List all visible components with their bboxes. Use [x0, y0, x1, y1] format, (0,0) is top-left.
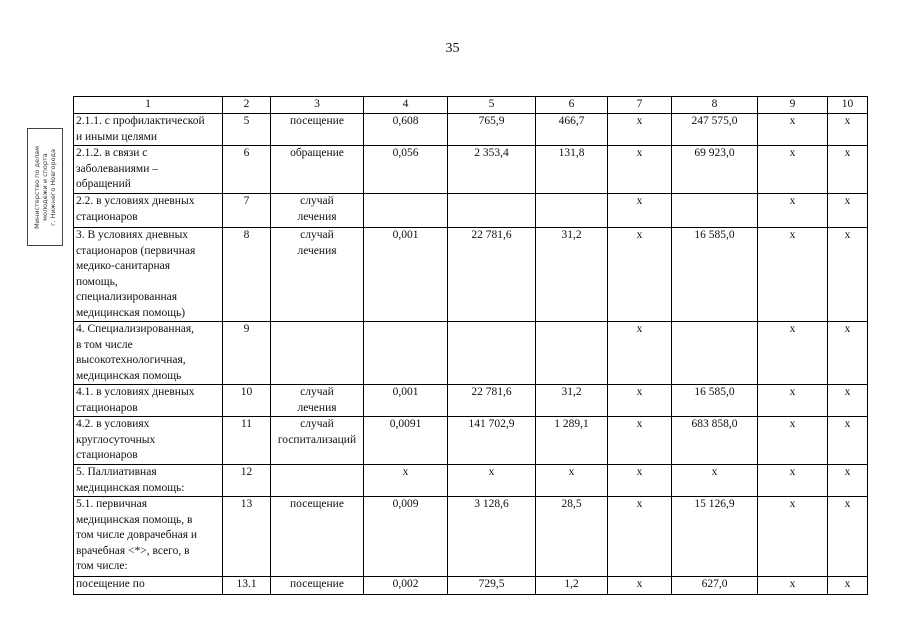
table-cell: 0,002 [364, 577, 448, 595]
table-cell: 3 128,6 [448, 497, 536, 577]
table-cell: х [828, 146, 868, 194]
stamp-text: Министерство по делам молодежи и спорта г. Нижнего Новгорода [33, 145, 57, 229]
table-cell: случай лечения [271, 385, 364, 417]
table-cell: х [828, 385, 868, 417]
table-cell: 627,0 [672, 577, 758, 595]
table-row [74, 385, 868, 417]
table-cell: 28,5 [536, 497, 608, 577]
side-stamp [27, 128, 63, 246]
table-row [74, 228, 868, 322]
table-cell: х [608, 417, 672, 465]
table-cell: х [758, 114, 828, 146]
table-cell: 765,9 [448, 114, 536, 146]
table-cell: 141 702,9 [448, 417, 536, 465]
table-cell: х [608, 577, 672, 595]
column-header: 4 [364, 97, 448, 114]
table-cell: х [758, 146, 828, 194]
table-cell: 10 [223, 385, 271, 417]
table-cell: 9 [223, 322, 271, 385]
table-cell: 0,0091 [364, 417, 448, 465]
column-header: 10 [828, 97, 868, 114]
table-cell [672, 194, 758, 228]
table-cell: х [828, 497, 868, 577]
table-cell: 0,001 [364, 385, 448, 417]
table-cell: х [758, 385, 828, 417]
table-cell [271, 465, 364, 497]
column-header: 6 [536, 97, 608, 114]
table-cell: 0,001 [364, 228, 448, 322]
table-cell: х [758, 322, 828, 385]
table-cell: 16 585,0 [672, 385, 758, 417]
table-cell: 15 126,9 [672, 497, 758, 577]
data-table [73, 96, 868, 595]
table-cell: х [828, 577, 868, 595]
table-row [74, 194, 868, 228]
table-row [74, 497, 868, 577]
table-cell: х [608, 114, 672, 146]
table-cell [536, 322, 608, 385]
table-cell: 683 858,0 [672, 417, 758, 465]
table-cell: х [608, 385, 672, 417]
table-cell: 0,608 [364, 114, 448, 146]
table-cell: 5.1. первичная медицинская помощь, в том числе доврачебная и врачебная <*>, всего, в том числе: [74, 497, 223, 577]
table-cell: 4.2. в условиях круглосуточных стационаров [74, 417, 223, 465]
table-cell: обращение [271, 146, 364, 194]
table-cell: х [608, 322, 672, 385]
table-cell: 31,2 [536, 385, 608, 417]
table-cell: 131,8 [536, 146, 608, 194]
table-cell: х [608, 465, 672, 497]
table-cell: 466,7 [536, 114, 608, 146]
column-header: 7 [608, 97, 672, 114]
table-cell: х [828, 194, 868, 228]
table-cell: х [608, 497, 672, 577]
table-cell: х [758, 497, 828, 577]
table-row [74, 465, 868, 497]
table-cell: случай госпитализаций [271, 417, 364, 465]
table-cell: 0,056 [364, 146, 448, 194]
table-cell: посещение [271, 114, 364, 146]
table-cell: 12 [223, 465, 271, 497]
table-cell: 729,5 [448, 577, 536, 595]
table-cell: 2.1.1. с профилактической и иными целями [74, 114, 223, 146]
column-header: 5 [448, 97, 536, 114]
table-cell: 2.2. в условиях дневных стационаров [74, 194, 223, 228]
table-cell: посещение по [74, 577, 223, 595]
table-cell: х [536, 465, 608, 497]
table-cell: 2.1.2. в связи с заболеваниями – обращений [74, 146, 223, 194]
table-cell [448, 322, 536, 385]
table-cell: х [672, 465, 758, 497]
table-row [74, 146, 868, 194]
table-cell: 22 781,6 [448, 385, 536, 417]
table-cell: 13 [223, 497, 271, 577]
table-cell: х [448, 465, 536, 497]
table-cell: 4.1. в условиях дневных стационаров [74, 385, 223, 417]
table-cell: х [828, 417, 868, 465]
table-row [74, 114, 868, 146]
table-cell: х [758, 465, 828, 497]
table-cell: случай лечения [271, 228, 364, 322]
table-row [74, 417, 868, 465]
table-cell [536, 194, 608, 228]
table-cell: х [828, 465, 868, 497]
table-cell: х [364, 465, 448, 497]
table-cell: посещение [271, 577, 364, 595]
table-cell: х [608, 146, 672, 194]
table-cell: 0,009 [364, 497, 448, 577]
table-cell: 5 [223, 114, 271, 146]
column-header: 2 [223, 97, 271, 114]
table-cell: 1,2 [536, 577, 608, 595]
table-cell: 6 [223, 146, 271, 194]
table-cell: х [758, 194, 828, 228]
table-cell: 16 585,0 [672, 228, 758, 322]
column-header: 1 [74, 97, 223, 114]
table-cell: 247 575,0 [672, 114, 758, 146]
table-cell: 2 353,4 [448, 146, 536, 194]
table-cell: случай лечения [271, 194, 364, 228]
page-number: 35 [445, 41, 460, 56]
table-cell: х [828, 322, 868, 385]
table-row [74, 322, 868, 385]
table-cell: 3. В условиях дневных стационаров (первичная медико-санитарная помощь, специализированная медицинская помощь) [74, 228, 223, 322]
column-header: 9 [758, 97, 828, 114]
table-cell: 69 923,0 [672, 146, 758, 194]
table-cell [672, 322, 758, 385]
table-cell: х [758, 228, 828, 322]
table-cell: 13.1 [223, 577, 271, 595]
table-cell: 7 [223, 194, 271, 228]
table-cell: х [758, 417, 828, 465]
table-cell: 4. Специализированная, в том числе высокотехнологичная, медицинская помощь [74, 322, 223, 385]
table-cell [448, 194, 536, 228]
column-header: 8 [672, 97, 758, 114]
table-header-row [74, 97, 868, 114]
table-cell: х [608, 228, 672, 322]
table-cell: х [828, 228, 868, 322]
column-header: 3 [271, 97, 364, 114]
table-cell: 22 781,6 [448, 228, 536, 322]
table-cell: 5. Паллиативная медицинская помощь: [74, 465, 223, 497]
table-cell: 11 [223, 417, 271, 465]
table-cell: х [758, 577, 828, 595]
table-cell: 1 289,1 [536, 417, 608, 465]
table-cell [271, 322, 364, 385]
table-cell: х [608, 194, 672, 228]
table-row [74, 577, 868, 595]
table-cell: посещение [271, 497, 364, 577]
table-cell: 8 [223, 228, 271, 322]
table-cell: 31,2 [536, 228, 608, 322]
table-cell [364, 322, 448, 385]
table-cell: х [828, 114, 868, 146]
table-cell [364, 194, 448, 228]
